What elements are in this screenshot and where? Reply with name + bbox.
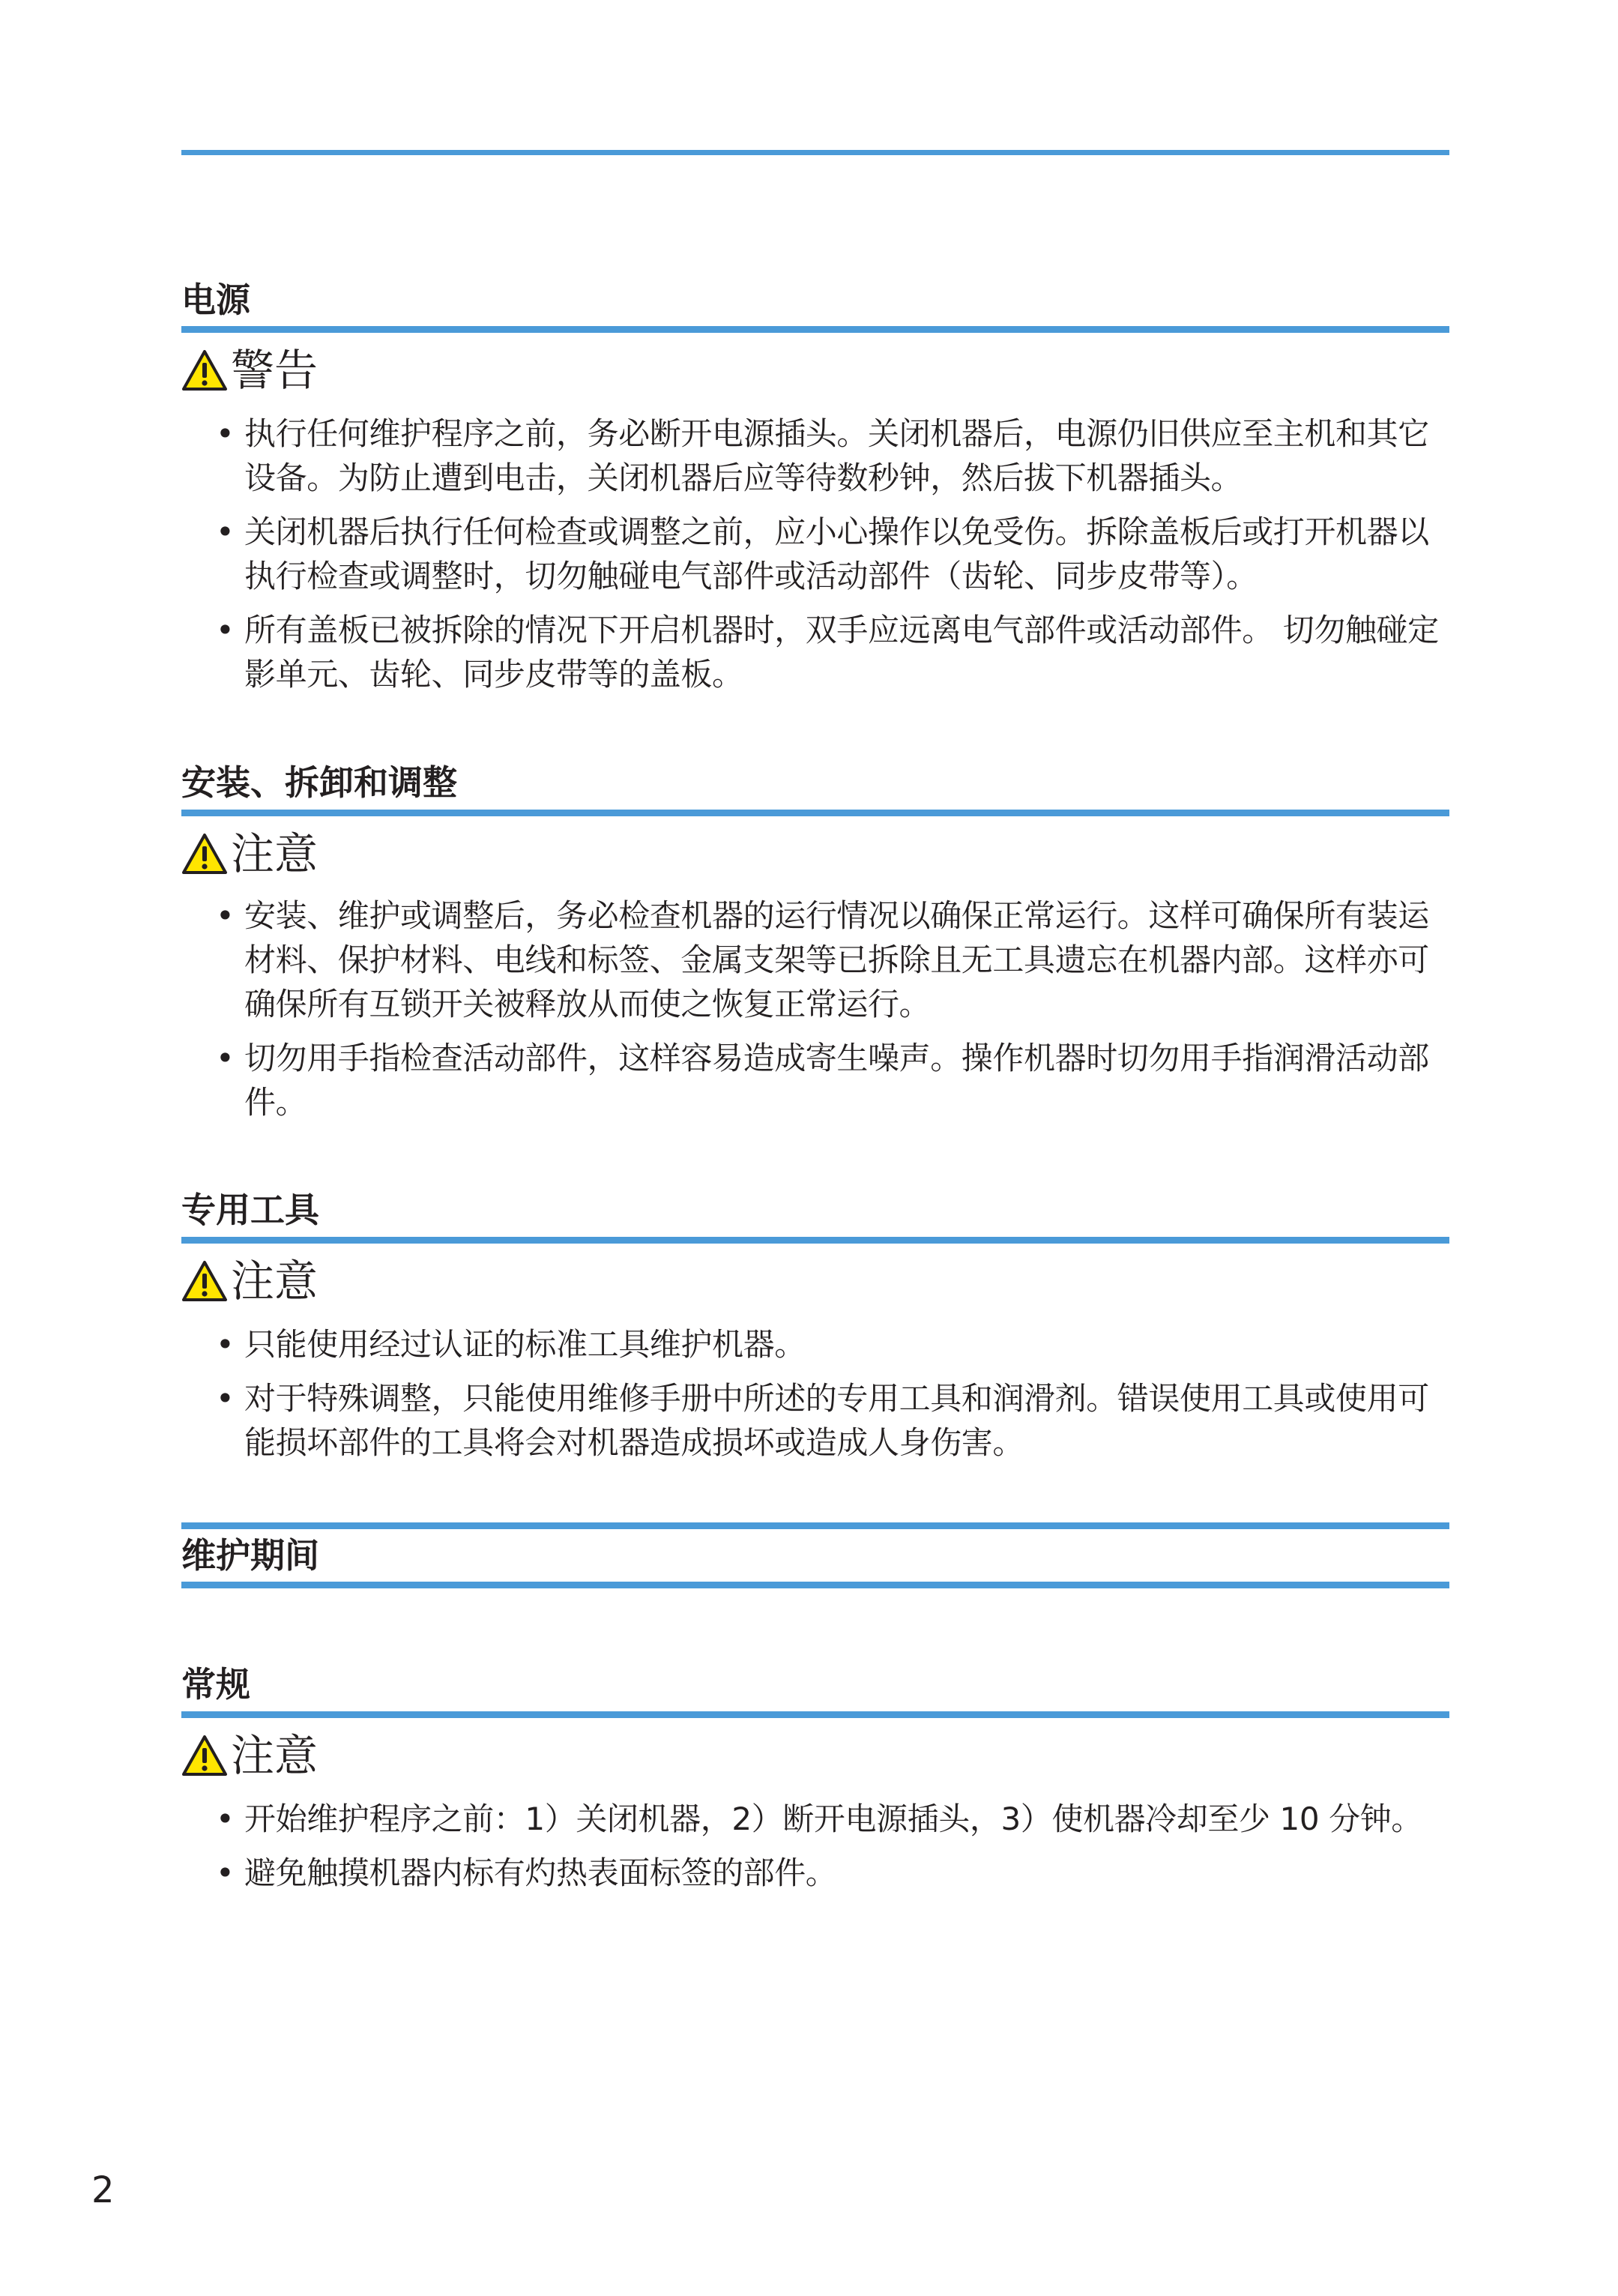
list-item bbox=[181, 510, 1449, 598]
list-item bbox=[181, 412, 1449, 500]
bullet-list-installation bbox=[181, 894, 1449, 1134]
section-heading-installation: 安装、拆卸和调整 bbox=[181, 762, 457, 803]
bullet-icon: • bbox=[216, 1801, 235, 1837]
list-item-text: 关闭机器后执行任何检查或调整之前，应小心操作以免受伤。拆除盖板后或打开机器以执行检查或调整时，切勿触碰电气部件或活动部件（齿轮、同步皮带等）。 bbox=[244, 513, 1429, 594]
section-rule-installation bbox=[181, 810, 1449, 816]
bullet-list-general bbox=[181, 1797, 1449, 1905]
bullet-icon: • bbox=[216, 612, 235, 648]
bullet-list-power bbox=[181, 412, 1449, 706]
bullet-icon: • bbox=[216, 897, 235, 934]
list-item bbox=[181, 894, 1449, 1026]
bullet-icon: • bbox=[216, 513, 235, 550]
list-item-text: 执行任何维护程序之前，务必断开电源插头。关闭机器后，电源仍旧供应至主机和其它设备。为防止遭到电击，关闭机器后应等待数秒钟，然后拔下机器插头。 bbox=[244, 415, 1429, 496]
section-heading-general: 常规 bbox=[181, 1664, 250, 1705]
list-item-text: 只能使用经过认证的标准工具维护机器。 bbox=[244, 1326, 806, 1363]
page-top-rule bbox=[181, 150, 1449, 155]
notice-label: 注意 bbox=[231, 1256, 319, 1307]
section-rule-power bbox=[181, 326, 1449, 333]
section-rule-special-tools bbox=[181, 1237, 1449, 1244]
list-item bbox=[181, 1376, 1449, 1465]
list-item-text: 开始维护程序之前：1）关闭机器，2）断开电源插头，3）使机器冷却至少 10 分钟。 bbox=[244, 1801, 1422, 1837]
list-item-text: 切勿用手指检查活动部件，这样容易造成寄生噪声。操作机器时切勿用手指润滑活动部件。 bbox=[244, 1040, 1429, 1121]
list-item-text: 避免触摸机器内标有灼热表面标签的部件。 bbox=[244, 1854, 837, 1891]
bullet-list-special-tools bbox=[181, 1322, 1449, 1474]
list-item-text: 对于特殊调整，只能使用维修手册中所述的专用工具和润滑剂。错误使用工具或使用可能损坏部件的工具将会对机器造成损坏或造成人身伤害。 bbox=[244, 1380, 1429, 1461]
section-heading-during-maintenance: 维护期间 bbox=[181, 1535, 319, 1576]
caution-notice bbox=[181, 1729, 318, 1783]
warning-triangle-icon bbox=[181, 1735, 228, 1777]
warning-triangle-icon bbox=[181, 1260, 228, 1302]
list-item bbox=[181, 1797, 1449, 1841]
section-rule-general bbox=[181, 1711, 1449, 1718]
notice-label: 警告 bbox=[231, 345, 319, 396]
chapter-rule-bottom bbox=[181, 1582, 1449, 1588]
bullet-icon: • bbox=[216, 415, 235, 452]
bullet-icon: • bbox=[216, 1380, 235, 1417]
notice-label: 注意 bbox=[231, 1730, 319, 1781]
list-item bbox=[181, 1322, 1449, 1367]
bullet-icon: • bbox=[216, 1326, 235, 1363]
section-heading-special-tools: 专用工具 bbox=[181, 1190, 319, 1230]
warning-triangle-icon bbox=[181, 833, 228, 875]
list-item-text: 安装、维护或调整后，务必检查机器的运行情况以确保正常运行。这样可确保所有装运材料、保护材料、电线和标签、金属支架等已拆除且无工具遗忘在机器内部。这样亦可确保所有互锁开关被释放从而使之恢复正常运行。 bbox=[244, 897, 1429, 1022]
list-item bbox=[181, 608, 1449, 696]
warning-triangle-icon bbox=[181, 349, 228, 391]
chapter-rule-top bbox=[181, 1522, 1449, 1529]
list-item bbox=[181, 1851, 1449, 1895]
warning-notice bbox=[181, 343, 318, 397]
bullet-icon: • bbox=[216, 1040, 235, 1076]
bullet-icon: • bbox=[216, 1854, 235, 1891]
notice-label: 注意 bbox=[231, 828, 319, 879]
page-number: 2 bbox=[91, 2169, 115, 2211]
caution-notice bbox=[181, 827, 318, 881]
list-item bbox=[181, 1036, 1449, 1124]
caution-notice bbox=[181, 1254, 318, 1308]
section-heading-power: 电源 bbox=[181, 280, 250, 320]
list-item-text: 所有盖板已被拆除的情况下开启机器时，双手应远离电气部件或活动部件。 切勿触碰定影单元、齿轮、同步皮带等的盖板。 bbox=[244, 612, 1439, 693]
